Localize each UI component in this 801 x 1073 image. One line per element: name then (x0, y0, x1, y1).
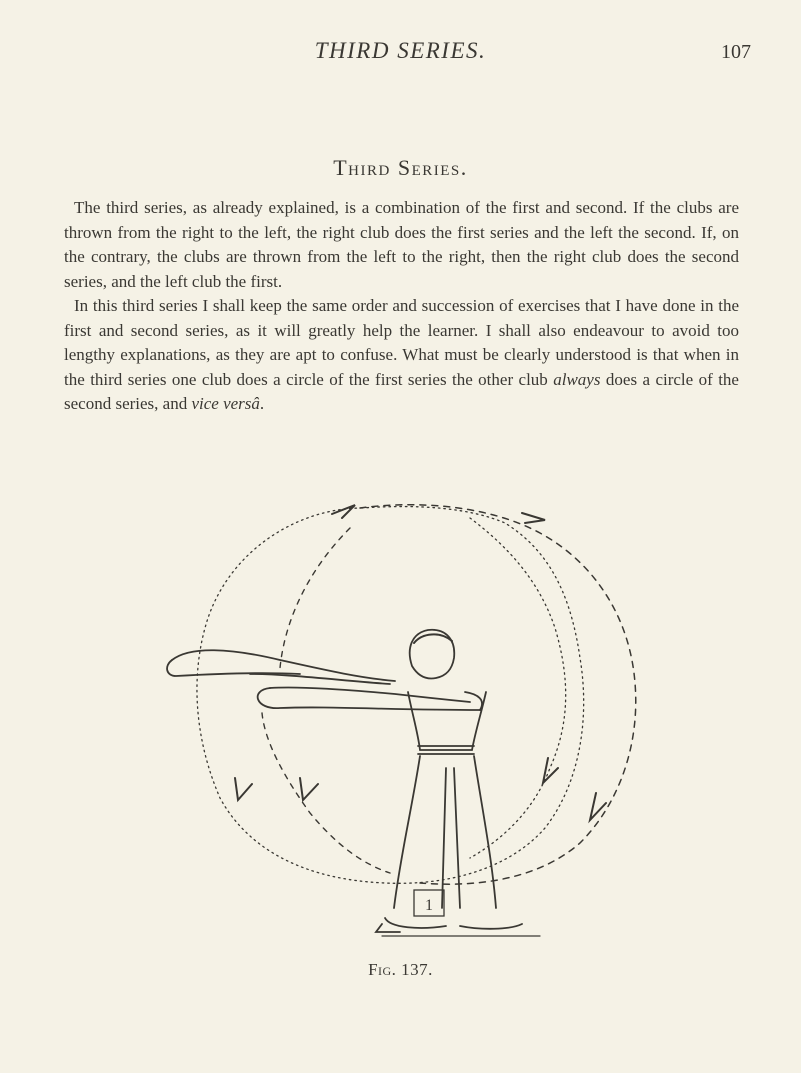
body-text (64, 196, 739, 417)
inner-right-path (470, 518, 566, 858)
upper-club (172, 650, 395, 681)
section-heading: Third Series. (333, 155, 468, 180)
paragraph-2-text-a: In this third series I shall keep the same order and succession of exercises that I have done in the first and second series, as it will greatly help the learner. I shall also endeavour to avoid too lengthy explanations, as they are apt to confuse. What must be clearly understood is that when in the third series one club does a circle of the first series the other club (64, 296, 739, 389)
figure-legs (394, 756, 496, 908)
paragraph-2-text-c: . (259, 394, 265, 413)
inner-left-path (262, 528, 390, 873)
running-head (0, 38, 801, 78)
arrowhead-left-icon (235, 778, 318, 800)
paragraph-2 (64, 294, 739, 417)
figure-137 (150, 478, 670, 958)
emphasis-always: always (553, 369, 601, 389)
figure-torso (408, 692, 486, 750)
left-club-path (197, 507, 584, 884)
lower-club (270, 687, 470, 702)
club-exercise-illustration (150, 478, 670, 958)
paragraph-1: The third series, as already explained, is a combination of the first and second. If the clubs are thrown from the right to the left, the right club does the first series and the left the second. If, on the contrary, the clubs are thrown from the left to the right, then the right club does the second series, and the left club the first. (64, 198, 739, 291)
emphasis-vice-versa: vice versâ (191, 394, 260, 413)
figure-hair (414, 634, 452, 643)
paragraph-2-text-b: does a circle of the second series, and (64, 369, 739, 413)
upper-arm (250, 674, 390, 684)
figure-feet (376, 918, 522, 932)
position-marker-label: 1 (425, 897, 433, 914)
figure-caption: Fig. 137. (368, 960, 433, 979)
arrowhead-right-icon (543, 758, 606, 820)
page-number: 107 (721, 41, 751, 63)
running-title: THIRD SERIES. (314, 38, 487, 63)
